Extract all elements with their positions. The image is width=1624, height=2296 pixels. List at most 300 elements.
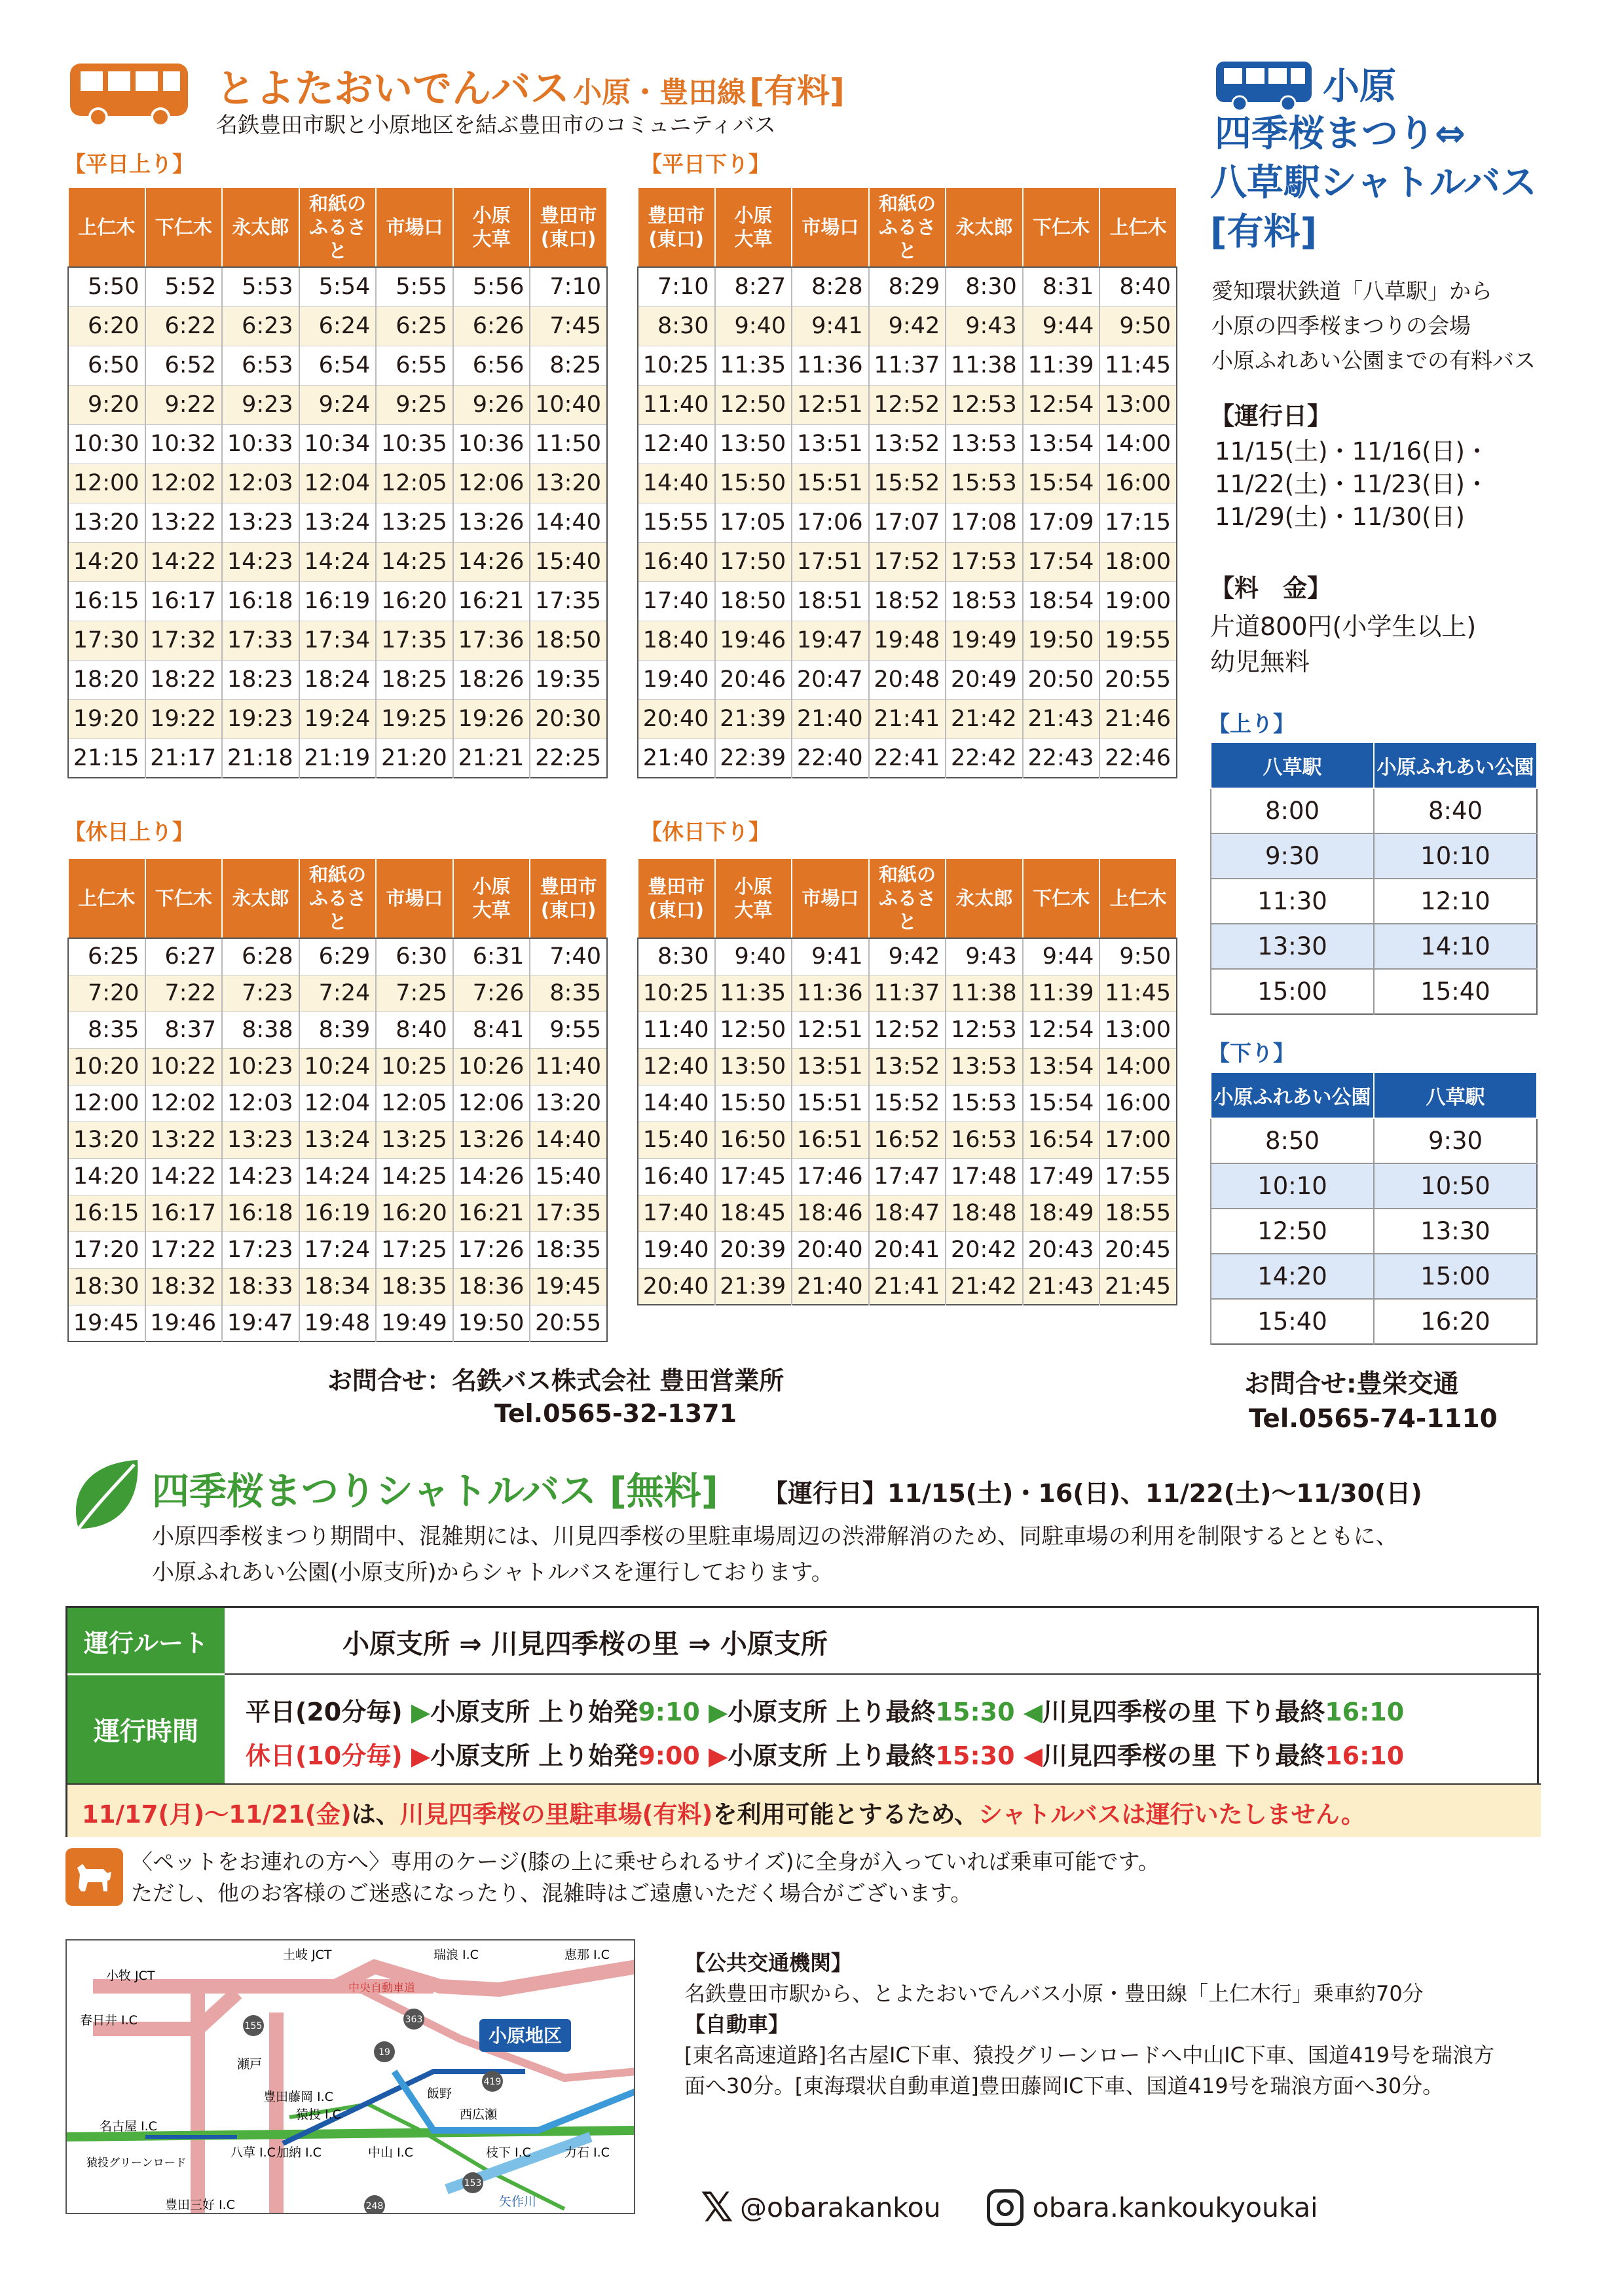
meitetsu-contact: お問合せ：名鉄バス株式会社 豊田営業所 xyxy=(327,1366,784,1395)
shuttle-title-4: [有料] xyxy=(1210,211,1318,253)
time-cell: 20:42 xyxy=(946,1231,1023,1268)
table-row xyxy=(638,660,1177,699)
column-header: 八草駅 xyxy=(1211,742,1374,788)
time-cell: 17:45 xyxy=(715,1158,792,1195)
time-cell: 10:50 xyxy=(1374,1163,1537,1209)
time-cell: 11:36 xyxy=(792,975,869,1011)
time-cell: 17:30 xyxy=(68,621,145,660)
time-cell: 10:26 xyxy=(453,1048,530,1085)
time-cell: 16:53 xyxy=(946,1121,1023,1158)
time-cell: 14:24 xyxy=(299,1158,377,1195)
time-cell: 18:20 xyxy=(68,660,145,699)
holiday-times: 休日(10分毎) ▶小原支所 上り始発9:00 ▶小原支所 上り最終15:30 ◀川見四季桜の里 下り最終16:10 xyxy=(246,1741,1405,1770)
time-cell: 17:15 xyxy=(1099,503,1177,542)
shuttle-title-2: 四季桜まつり⇔ xyxy=(1215,113,1466,155)
time-cell: 19:35 xyxy=(530,660,607,699)
time-cell: 21:42 xyxy=(946,699,1023,738)
time-cell: 14:26 xyxy=(453,542,530,581)
table-row xyxy=(68,1011,607,1048)
time-cell: 20:40 xyxy=(638,699,715,738)
time-cell: 6:53 xyxy=(222,346,299,385)
access-map xyxy=(65,1939,635,2214)
table-row xyxy=(68,503,607,542)
time-cell: 16:50 xyxy=(715,1121,792,1158)
time-cell: 12:00 xyxy=(68,1085,145,1121)
time-cell: 10:25 xyxy=(638,975,715,1011)
time-cell: 16:00 xyxy=(1099,1085,1177,1121)
time-cell: 6:52 xyxy=(145,346,223,385)
table-row xyxy=(1211,833,1537,879)
column-header: 小原 大草 xyxy=(715,858,792,938)
time-cell: 13:53 xyxy=(946,424,1023,464)
time-cell: 19:47 xyxy=(792,621,869,660)
time-cell: 8:35 xyxy=(530,975,607,1011)
time-cell: 21:43 xyxy=(1023,699,1100,738)
time-cell: 8:27 xyxy=(715,267,792,306)
time-cell: 17:05 xyxy=(715,503,792,542)
time-cell: 18:47 xyxy=(869,1195,946,1231)
time-cell: 6:56 xyxy=(453,346,530,385)
time-cell: 19:48 xyxy=(869,621,946,660)
time-cell: 21:40 xyxy=(792,1268,869,1305)
column-header: 上仁木 xyxy=(68,858,145,938)
time-cell: 12:52 xyxy=(869,1011,946,1048)
time-cell: 21:40 xyxy=(638,738,715,778)
time-cell: 13:26 xyxy=(453,1121,530,1158)
time-cell: 22:39 xyxy=(715,738,792,778)
free-shuttle-box xyxy=(65,1606,1539,1837)
table-row xyxy=(638,1158,1177,1195)
map-label: 瀬戸 xyxy=(237,2057,263,2071)
time-cell: 11:38 xyxy=(946,346,1023,385)
column-header: 下仁木 xyxy=(1023,858,1100,938)
time-cell: 9:40 xyxy=(715,938,792,975)
time-cell: 15:51 xyxy=(792,1085,869,1121)
time-cell: 11:38 xyxy=(946,975,1023,1011)
time-cell: 9:43 xyxy=(946,938,1023,975)
x-handle[interactable]: @obarakankou xyxy=(739,2191,941,2223)
time-cell: 13:24 xyxy=(299,1121,377,1158)
time-cell: 10:20 xyxy=(68,1048,145,1085)
time-cell: 13:54 xyxy=(1023,1048,1100,1085)
time-cell: 11:36 xyxy=(792,346,869,385)
time-cell: 15:50 xyxy=(715,464,792,503)
holiday-down-label: 【休日下り】 xyxy=(640,819,770,845)
time-cell: 18:22 xyxy=(145,660,223,699)
map-label: 中山 I.C xyxy=(368,2145,413,2160)
time-cell: 9:42 xyxy=(869,306,946,346)
table-row xyxy=(638,1268,1177,1305)
time-cell: 18:32 xyxy=(145,1268,223,1305)
time-cell: 15:00 xyxy=(1374,1254,1537,1299)
instagram-handle[interactable]: obara.kankoukyoukai xyxy=(1032,2191,1318,2223)
time-cell: 12:50 xyxy=(715,385,792,424)
time-cell: 6:30 xyxy=(376,938,453,975)
time-cell: 15:40 xyxy=(1211,1299,1374,1344)
time-cell: 6:50 xyxy=(68,346,145,385)
time-cell: 21:43 xyxy=(1023,1268,1100,1305)
time-cell: 16:00 xyxy=(1099,464,1177,503)
time-cell: 6:22 xyxy=(145,306,223,346)
table-row xyxy=(68,975,607,1011)
dog-icon xyxy=(65,1848,123,1906)
table-row xyxy=(68,1158,607,1195)
table-row xyxy=(68,738,607,778)
time-cell: 16:15 xyxy=(68,1195,145,1231)
time-cell: 5:53 xyxy=(222,267,299,306)
instagram-icon xyxy=(987,2189,1024,2226)
table-row xyxy=(68,1268,607,1305)
time-cell: 19:40 xyxy=(638,660,715,699)
time-cell: 15:54 xyxy=(1023,1085,1100,1121)
time-cell: 14:40 xyxy=(638,464,715,503)
time-cell: 17:35 xyxy=(530,581,607,621)
time-cell: 17:25 xyxy=(376,1231,453,1268)
time-cell: 10:35 xyxy=(376,424,453,464)
time-cell: 6:27 xyxy=(145,938,223,975)
time-cell: 9:40 xyxy=(715,306,792,346)
time-cell: 14:23 xyxy=(222,542,299,581)
time-cell: 5:55 xyxy=(376,267,453,306)
time-cell: 8:39 xyxy=(299,1011,377,1048)
table-row xyxy=(1211,788,1537,833)
time-cell: 16:40 xyxy=(638,1158,715,1195)
time-cell: 15:52 xyxy=(869,464,946,503)
table-row xyxy=(68,1121,607,1158)
time-cell: 21:46 xyxy=(1099,699,1177,738)
time-cell: 15:55 xyxy=(638,503,715,542)
time-cell: 20:47 xyxy=(792,660,869,699)
time-cell: 14:25 xyxy=(376,542,453,581)
time-cell: 12:51 xyxy=(792,385,869,424)
map-label: 力石 I.C xyxy=(564,2145,610,2160)
table-row xyxy=(638,1231,1177,1268)
time-cell: 21:21 xyxy=(453,738,530,778)
time-cell: 17:08 xyxy=(946,503,1023,542)
time-cell: 14:22 xyxy=(145,542,223,581)
time-cell: 9:22 xyxy=(145,385,223,424)
time-cell: 15:53 xyxy=(946,464,1023,503)
access-info: 【公共交通機関】 名鉄豊田市駅から、とよたおいでんバス小原・豊田線「上仁木行」乗車約70分 【自動車】 [東名高速道路]名古屋IC下車、猿投グリーンロードへ中山IC下車、国道419号を瑞浪方 面へ30分。[東海環状自動車道]豊田藤岡IC下車、国道419号を瑞浪方面へ30分。 xyxy=(684,1950,1494,2098)
column-header: 上仁木 xyxy=(1099,858,1177,938)
shuttle-title-3: 八草駅シャトルバス xyxy=(1210,162,1537,204)
map-label: 猿投グリーンロード xyxy=(86,2157,187,2170)
time-cell: 9:26 xyxy=(453,385,530,424)
time-cell: 18:52 xyxy=(869,581,946,621)
time-cell: 16:52 xyxy=(869,1121,946,1158)
time-cell: 11:40 xyxy=(638,385,715,424)
meitetsu-tel: Tel.0565-32-1371 xyxy=(494,1399,737,1428)
time-cell: 18:00 xyxy=(1099,542,1177,581)
time-cell: 20:55 xyxy=(530,1305,607,1341)
time-cell: 14:20 xyxy=(1211,1254,1374,1299)
time-cell: 18:46 xyxy=(792,1195,869,1231)
holiday-up-label: 【休日上り】 xyxy=(64,819,194,845)
time-cell: 6:20 xyxy=(68,306,145,346)
column-header: 永太郎 xyxy=(222,858,299,938)
time-cell: 16:17 xyxy=(145,581,223,621)
time-cell: 22:42 xyxy=(946,738,1023,778)
column-header: 市場口 xyxy=(376,858,453,938)
time-cell: 17:35 xyxy=(376,621,453,660)
time-cell: 11:37 xyxy=(869,346,946,385)
time-cell: 13:24 xyxy=(299,503,377,542)
column-header: 下仁木 xyxy=(1023,187,1100,267)
time-cell: 21:42 xyxy=(946,1268,1023,1305)
time-cell: 13:22 xyxy=(145,503,223,542)
time-cell: 19:23 xyxy=(222,699,299,738)
weekday-times: 平日(20分毎) ▶小原支所 上り始発9:10 ▶小原支所 上り最終15:30 ◀川見四季桜の里 下り最終16:10 xyxy=(246,1698,1405,1726)
column-header: 市場口 xyxy=(792,187,869,267)
time-cell: 18:35 xyxy=(530,1231,607,1268)
time-cell: 12:03 xyxy=(222,464,299,503)
time-cell: 11:30 xyxy=(1211,879,1374,924)
time-cell: 17:53 xyxy=(946,542,1023,581)
column-header: 八草駅 xyxy=(1374,1072,1537,1118)
time-cell: 10:10 xyxy=(1374,833,1537,879)
route-label: 運行ルート xyxy=(67,1608,225,1673)
time-cell: 16:20 xyxy=(1374,1299,1537,1344)
time-cell: 21:20 xyxy=(376,738,453,778)
column-header: 豊田市 (東口) xyxy=(638,187,715,267)
time-cell: 13:30 xyxy=(1211,924,1374,969)
shuttle-down-table xyxy=(1210,1072,1538,1345)
time-cell: 18:25 xyxy=(376,660,453,699)
map-label: 西広瀬 xyxy=(460,2107,498,2122)
time-cell: 6:28 xyxy=(222,938,299,975)
table-row xyxy=(638,385,1177,424)
time-cell: 8:35 xyxy=(68,1011,145,1048)
time-cell: 12:51 xyxy=(792,1011,869,1048)
time-cell: 12:00 xyxy=(68,464,145,503)
map-label: 小牧 JCT xyxy=(106,1969,155,1983)
time-cell: 6:55 xyxy=(376,346,453,385)
time-cell: 7:45 xyxy=(530,306,607,346)
column-header: 小原 大草 xyxy=(715,187,792,267)
weekday-down-label: 【平日下り】 xyxy=(640,151,770,177)
time-cell: 8:28 xyxy=(792,267,869,306)
time-cell: 15:53 xyxy=(946,1085,1023,1121)
time-cell: 9:20 xyxy=(68,385,145,424)
time-cell: 21:19 xyxy=(299,738,377,778)
time-cell: 21:41 xyxy=(869,1268,946,1305)
time-cell: 9:44 xyxy=(1023,306,1100,346)
column-header: 豊田市 (東口) xyxy=(638,858,715,938)
social-links xyxy=(701,2183,1318,2231)
table-row xyxy=(638,1195,1177,1231)
shuttle-fare-label: 【料 金】 xyxy=(1210,574,1331,602)
time-cell: 9:25 xyxy=(376,385,453,424)
time-cell: 16:40 xyxy=(638,542,715,581)
time-cell: 5:56 xyxy=(453,267,530,306)
time-cell: 6:25 xyxy=(376,306,453,346)
map-label: 豊田藤岡 I.C xyxy=(263,2090,333,2104)
time-cell: 8:30 xyxy=(946,267,1023,306)
time-cell: 9:41 xyxy=(792,306,869,346)
map-label: 土岐 JCT xyxy=(283,1948,332,1962)
map-label: 猿投 I.C xyxy=(296,2107,341,2122)
sakura-leaf-icon xyxy=(65,1457,144,1535)
map-area-label: 小原地区 xyxy=(488,2025,563,2047)
time-cell: 14:23 xyxy=(222,1158,299,1195)
map-label: 飯野 xyxy=(427,2086,452,2101)
time-cell: 13:23 xyxy=(222,1121,299,1158)
time-cell: 12:50 xyxy=(715,1011,792,1048)
time-cell: 10:25 xyxy=(638,346,715,385)
time-cell: 19:49 xyxy=(946,621,1023,660)
time-cell: 11:45 xyxy=(1099,346,1177,385)
time-cell: 17:33 xyxy=(222,621,299,660)
map-label: 中央自動車道 xyxy=(348,1982,415,1995)
column-header: 永太郎 xyxy=(946,858,1023,938)
column-header: 市場口 xyxy=(376,187,453,267)
time-cell: 14:22 xyxy=(145,1158,223,1195)
time-cell: 15:52 xyxy=(869,1085,946,1121)
map-label: 加納 I.C xyxy=(276,2145,322,2160)
time-cell: 21:18 xyxy=(222,738,299,778)
time-cell: 9:30 xyxy=(1211,833,1374,879)
time-cell: 7:40 xyxy=(530,938,607,975)
hoei-contact: お問合せ:豊栄交通 xyxy=(1244,1370,1459,1399)
time-cell: 20:30 xyxy=(530,699,607,738)
time-cell: 21:41 xyxy=(869,699,946,738)
time-cell: 19:00 xyxy=(1099,581,1177,621)
time-cell: 11:40 xyxy=(530,1048,607,1085)
time-cell: 9:43 xyxy=(946,306,1023,346)
time-cell: 17:22 xyxy=(145,1231,223,1268)
time-cell: 21:39 xyxy=(715,699,792,738)
time-cell: 13:20 xyxy=(68,1121,145,1158)
time-cell: 18:26 xyxy=(453,660,530,699)
table-row xyxy=(68,1231,607,1268)
subtitle: 名鉄豊田市駅と小原地区を結ぶ豊田市のコミュニティバス xyxy=(216,112,776,137)
map-label: 枝下 I.C xyxy=(486,2145,531,2160)
time-cell: 19:22 xyxy=(145,699,223,738)
time-cell: 17:55 xyxy=(1099,1158,1177,1195)
time-cell: 13:52 xyxy=(869,1048,946,1085)
table-row xyxy=(68,621,607,660)
table-row xyxy=(68,699,607,738)
time-cell: 12:06 xyxy=(453,1085,530,1121)
time-cell: 19:26 xyxy=(453,699,530,738)
time-cell: 8:29 xyxy=(869,267,946,306)
time-cell: 15:50 xyxy=(715,1085,792,1121)
time-cell: 6:24 xyxy=(299,306,377,346)
map-label: 豊田三好 I.C xyxy=(165,2198,235,2212)
column-header: 和紙の ふるさと xyxy=(869,187,946,267)
time-cell: 17:35 xyxy=(530,1195,607,1231)
column-header: 豊田市 (東口) xyxy=(530,858,607,938)
shuttle-up-label: 【上り】 xyxy=(1208,711,1295,737)
weekday-down-timetable xyxy=(637,187,1177,778)
column-header: 小原 大草 xyxy=(453,858,530,938)
table-row xyxy=(1211,879,1537,924)
table-row xyxy=(638,1121,1177,1158)
table-row xyxy=(1211,1209,1537,1254)
pet-notice: 〈ペットをお連れの方へ〉専用のケージ(膝の上に乗せられるサイズ)に全身が入っていれば乗車可能です。 ただし、他のお客様のご迷惑になったり、混雑時はご遠慮いただく場合がございます。 xyxy=(131,1849,1160,1906)
shuttle-fare: 片道800円(小学生以上) 幼児無料 xyxy=(1210,612,1477,676)
table-row xyxy=(638,699,1177,738)
time-cell: 17:24 xyxy=(299,1231,377,1268)
shuttle-days: 11/15(土)・11/16(日)・ 11/22(土)・11/23(日)・ 11/29(土)・11/30(日) xyxy=(1215,437,1489,531)
column-header: 豊田市 (東口) xyxy=(530,187,607,267)
column-header: 上仁木 xyxy=(1099,187,1177,267)
time-cell: 12:05 xyxy=(376,464,453,503)
time-cell: 14:00 xyxy=(1099,1048,1177,1085)
time-cell: 12:50 xyxy=(1211,1209,1374,1254)
time-cell: 13:00 xyxy=(1099,385,1177,424)
time-cell: 10:40 xyxy=(530,385,607,424)
time-cell: 17:26 xyxy=(453,1231,530,1268)
time-cell: 12:54 xyxy=(1023,1011,1100,1048)
time-cell: 17:00 xyxy=(1099,1121,1177,1158)
table-row xyxy=(68,1305,607,1341)
time-cell: 11:35 xyxy=(715,346,792,385)
time-cell: 17:23 xyxy=(222,1231,299,1268)
time-cell: 8:40 xyxy=(376,1011,453,1048)
time-cell: 20:39 xyxy=(715,1231,792,1268)
time-cell: 19:20 xyxy=(68,699,145,738)
time-cell: 14:25 xyxy=(376,1158,453,1195)
table-row xyxy=(68,306,607,346)
time-cell: 20:43 xyxy=(1023,1231,1100,1268)
time-cell: 17:20 xyxy=(68,1231,145,1268)
time-cell: 22:25 xyxy=(530,738,607,778)
time-cell: 18:23 xyxy=(222,660,299,699)
time-cell: 17:48 xyxy=(946,1158,1023,1195)
table-row xyxy=(638,267,1177,306)
time-cell: 19:49 xyxy=(376,1305,453,1341)
table-row xyxy=(1211,969,1537,1014)
time-cell: 15:51 xyxy=(792,464,869,503)
column-header: 和紙の ふるさと xyxy=(299,187,377,267)
shuttle-title-1: 小原 xyxy=(1323,65,1396,108)
time-cell: 18:35 xyxy=(376,1268,453,1305)
time-cell: 20:46 xyxy=(715,660,792,699)
time-cell: 9:50 xyxy=(1099,306,1177,346)
time-cell: 18:53 xyxy=(946,581,1023,621)
time-cell: 8:25 xyxy=(530,346,607,385)
table-row xyxy=(68,542,607,581)
time-cell: 18:24 xyxy=(299,660,377,699)
time-cell: 14:20 xyxy=(68,542,145,581)
table-row xyxy=(638,542,1177,581)
table-row xyxy=(68,464,607,503)
time-cell: 15:40 xyxy=(638,1121,715,1158)
map-label: 春日井 I.C xyxy=(80,2013,138,2028)
table-row xyxy=(638,1048,1177,1085)
map-label: 矢作川 xyxy=(499,2195,537,2209)
column-header: 市場口 xyxy=(792,858,869,938)
time-cell: 19:55 xyxy=(1099,621,1177,660)
table-row xyxy=(1211,924,1537,969)
time-cell: 19:25 xyxy=(376,699,453,738)
time-cell: 16:19 xyxy=(299,581,377,621)
time-cell: 13:50 xyxy=(715,1048,792,1085)
time-cell: 12:06 xyxy=(453,464,530,503)
shuttle-desc: 愛知環状鉄道「八草駅」から 小原の四季桜まつりの会場 小原ふれあい公園までの有料バス xyxy=(1211,278,1536,373)
time-cell: 12:03 xyxy=(222,1085,299,1121)
weekday-up-timetable xyxy=(67,187,608,778)
time-cell: 13:20 xyxy=(68,503,145,542)
hoei-tel: Tel.0565-74-1110 xyxy=(1249,1404,1498,1434)
time-cell: 14:26 xyxy=(453,1158,530,1195)
time-cell: 13:52 xyxy=(869,424,946,464)
svg-text:19: 19 xyxy=(378,2047,390,2058)
time-cell: 9:42 xyxy=(869,938,946,975)
time-cell: 13:20 xyxy=(530,464,607,503)
page-title: とよたおいでんバス 小原・豊田線 [有料] xyxy=(216,66,845,112)
